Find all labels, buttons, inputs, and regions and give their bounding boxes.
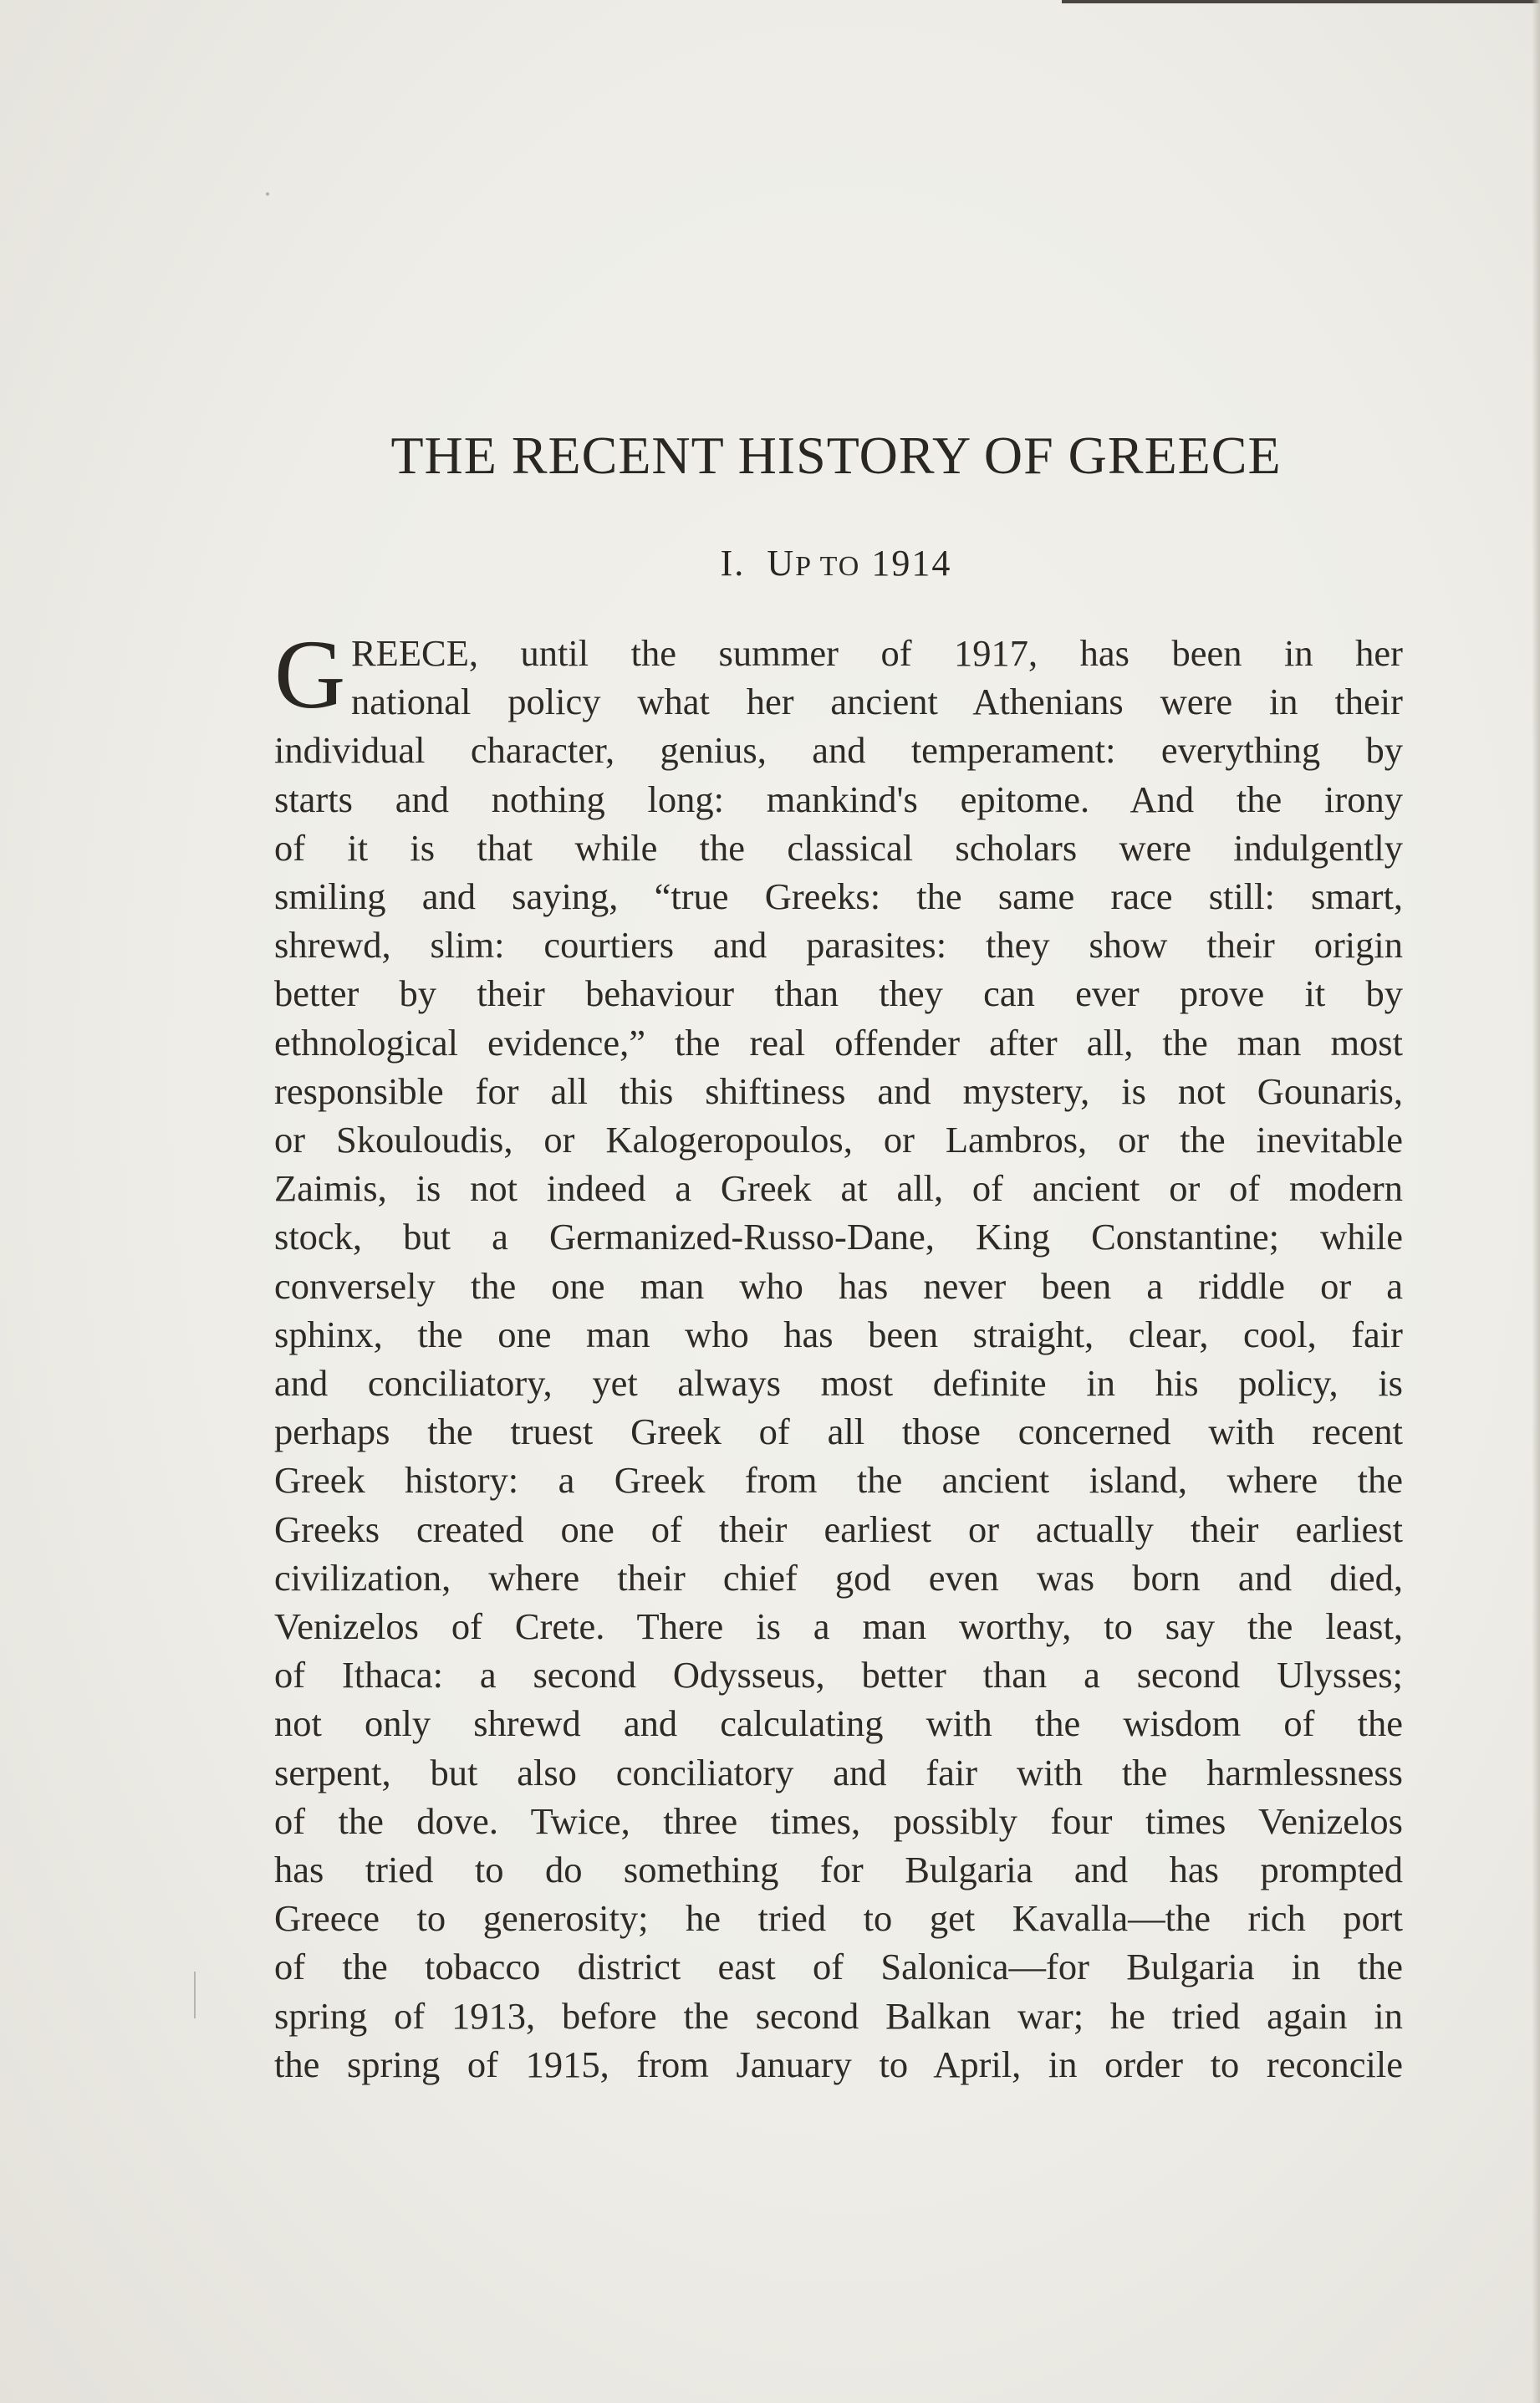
- text-line: Greeks created one of their earliest or actually their earliest: [274, 1508, 1403, 1550]
- text-line: serpent, but also conciliatory and fair with the harmlessness: [274, 1751, 1403, 1793]
- text-line: REECE, until the summer of 1917, has been in her: [351, 632, 1403, 674]
- text-line: of the dove. Twice, three times, possibly four times Venizelos: [274, 1799, 1403, 1842]
- text-line: and conciliatory, yet always most definite in his policy, is: [274, 1362, 1403, 1405]
- text-line: spring of 1913, before the second Balkan war; he tried again in: [274, 1994, 1403, 2037]
- section-heading-lead: U: [767, 543, 796, 584]
- text-line: national policy what her ancient Athenians were in their: [351, 681, 1403, 723]
- text-line: conversely the one man who has never been a riddle or a: [274, 1264, 1403, 1307]
- body-paragraph: [274, 620, 1403, 2089]
- text-line: the spring of 1915, from January to April, in order to reconcile: [274, 2043, 1403, 2085]
- text-line: of Ithaca: a second Odysseus, better than a second Ulysses;: [274, 1654, 1403, 1696]
- drop-cap: G: [274, 620, 346, 729]
- text-line: sphinx, the one man who has been straight, clear, cool, fair: [274, 1313, 1403, 1355]
- text-line: or Skouloudis, or Kalogeropoulos, or Lambros, or the inevitable: [274, 1119, 1403, 1161]
- text-line: perhaps the truest Greek of all those concerned with recent: [274, 1411, 1403, 1453]
- chapter-title: THE RECENT HISTORY OF GREECE: [390, 426, 1282, 485]
- text-line: civilization, where their chief god even was born and died,: [274, 1556, 1403, 1599]
- text-line: individual character, genius, and temperament: everything by: [274, 729, 1403, 772]
- paper-speck: [266, 192, 269, 196]
- page-right-edge-shadow: [1532, 0, 1540, 2403]
- section-year: 1914: [871, 543, 952, 584]
- text-line: smiling and saying, “true Greeks: the same race still: smart,: [274, 875, 1403, 918]
- text-line: Greece to generosity; he tried to get Kavalla—the rich port: [274, 1897, 1403, 1940]
- text-line: ethnological evidence,” the real offender after all, the man most: [274, 1021, 1403, 1064]
- text-line: stock, but a Germanized-Russo-Dane, King Constantine; while: [274, 1216, 1403, 1258]
- text-line: of it is that while the classical scholars were indulgently: [274, 826, 1403, 869]
- text-line: has tried to do something for Bulgaria and has prompted: [274, 1849, 1403, 1891]
- text-line: Venizelos of Crete. There is a man worthy, to say the least,: [274, 1605, 1403, 1648]
- text-line: better by their behaviour than they can ever prove it by: [274, 972, 1403, 1015]
- text-line: responsible for all this shiftiness and mystery, is not Gounaris,: [274, 1069, 1403, 1112]
- text-line: Greek history: a Greek from the ancient island, where the: [274, 1459, 1403, 1502]
- text-line: shrewd, slim: courtiers and parasites: they show their origin: [274, 924, 1403, 967]
- text-line: of the tobacco district east of Salonica—for Bulgaria in the: [274, 1946, 1403, 1988]
- page-top-edge: [1062, 0, 1540, 3]
- text-line: starts and nothing long: mankind's epitome. And the irony: [274, 778, 1403, 820]
- section-heading: [276, 542, 1396, 584]
- section-number: I.: [720, 543, 746, 584]
- margin-mark: [194, 1972, 196, 2018]
- section-heading-rest: P TO: [795, 551, 861, 582]
- text-line: Zaimis, is not indeed a Greek at all, of ancient or of modern: [274, 1167, 1403, 1210]
- text-line: not only shrewd and calculating with the wisdom of the: [274, 1702, 1403, 1745]
